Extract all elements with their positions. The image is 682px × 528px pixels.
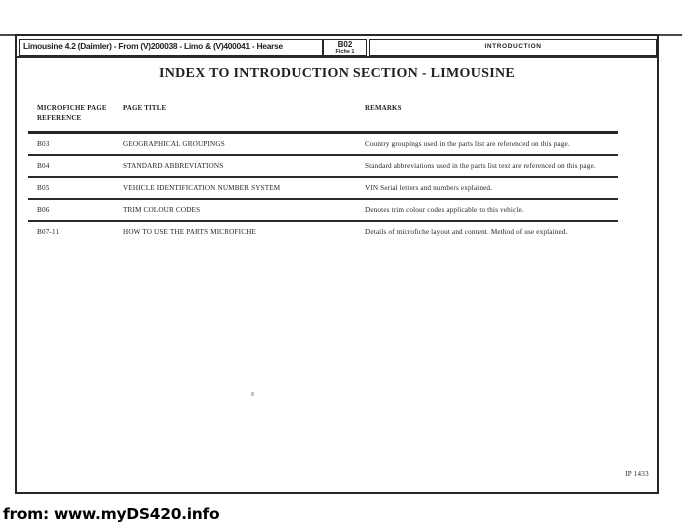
table-header-row (28, 101, 618, 131)
row-page-title: VEHICLE IDENTIFICATION NUMBER SYSTEM (123, 184, 281, 192)
row-page-title: GEOGRAPHICAL GROUPINGS (123, 140, 225, 148)
scan-artifact (251, 392, 254, 396)
row-remarks: Denotes trim colour codes applicable to this vehicle. (365, 206, 524, 214)
index-table (28, 101, 618, 244)
row-reference: B07-11 (37, 228, 60, 236)
section-title: INTRODUCTION (484, 43, 542, 50)
header-separator-line (15, 56, 659, 58)
column-header-page-title: PAGE TITLE (123, 105, 167, 112)
row-reference: B05 (37, 184, 50, 192)
table-row (28, 222, 618, 244)
row-reference: B04 (37, 162, 50, 170)
row-page-title: TRIM COLOUR CODES (123, 206, 201, 214)
row-remarks: VIN Serial letters and numbers explained. (365, 184, 493, 192)
row-remarks: Country groupings used in the parts list are referenced on this page. (365, 140, 570, 148)
table-row (28, 156, 618, 178)
watermark-source-text: from: www.myDS420.info (3, 505, 220, 523)
vehicle-header-box (19, 39, 323, 56)
row-page-title: STANDARD ABBREVIATIONS (123, 162, 224, 170)
table-row (28, 178, 618, 200)
row-reference: B03 (37, 140, 50, 148)
row-reference: B06 (37, 206, 50, 214)
column-header-reference: MICROFICHE PAGE REFERENCE (37, 105, 107, 122)
row-remarks: Details of microfiche layout and content. Method of use explained. (365, 228, 568, 236)
fiche-ref-box (323, 39, 367, 56)
column-header-remarks: REMARKS (365, 105, 402, 112)
print-reference: IP 1433 (625, 470, 649, 478)
table-row (28, 200, 618, 222)
section-header-box (369, 39, 657, 56)
row-page-title: HOW TO USE THE PARTS MICROFICHE (123, 228, 257, 236)
row-remarks: Standard abbreviations used in the parts list text are referenced on this page. (365, 162, 596, 170)
fiche-number: Fiche 1 (335, 49, 355, 55)
vehicle-title: Limousine 4.2 (Daimler) - From (V)200038 - Limo & (V)400041 - Hearse (23, 41, 283, 51)
table-row (28, 134, 618, 156)
page-title: INDEX TO INTRODUCTION SECTION - LIMOUSINE (158, 66, 516, 81)
fiche-page-ref: B02 (337, 40, 353, 49)
